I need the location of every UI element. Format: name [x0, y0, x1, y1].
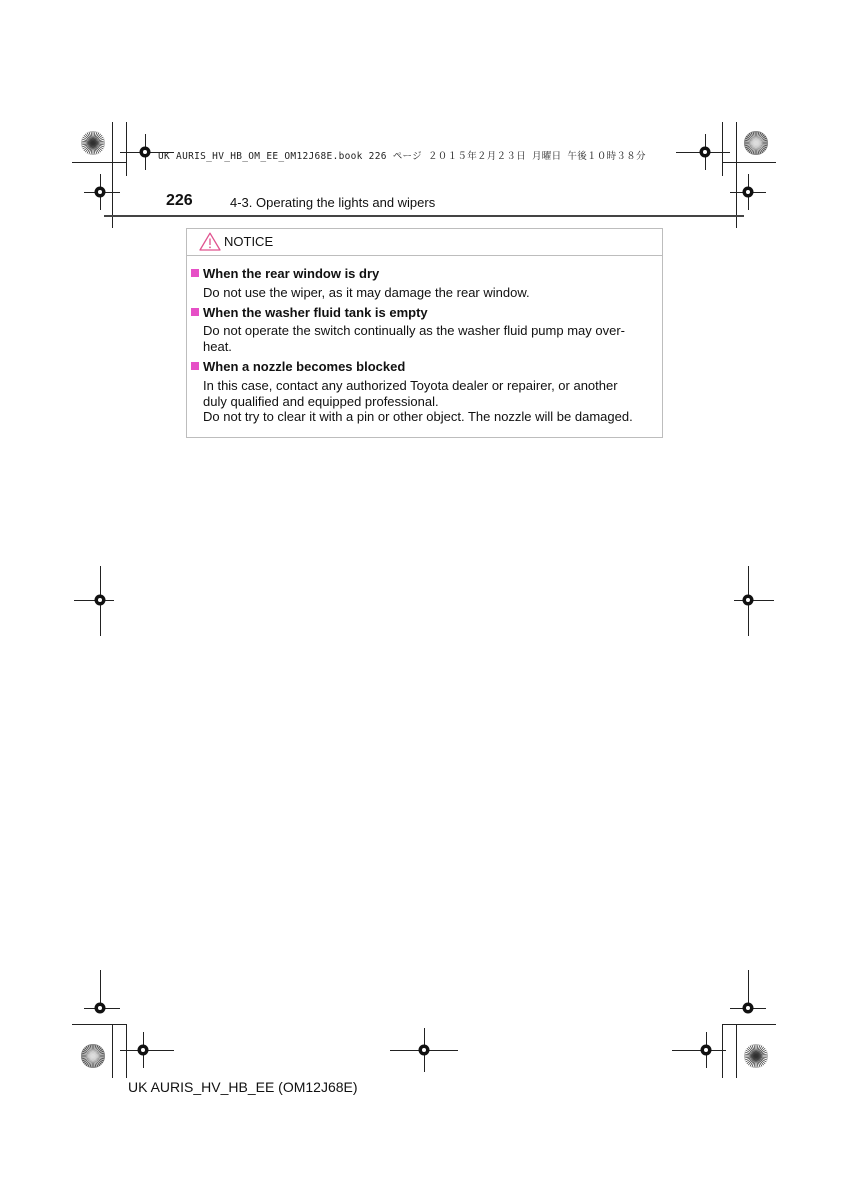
crop-line: [72, 1024, 126, 1025]
starburst-mark: [743, 1041, 769, 1071]
header-rule: [104, 215, 744, 217]
footer-model-code: UK AURIS_HV_HB_EE (OM12J68E): [128, 1079, 358, 1095]
notice-header: [187, 229, 662, 256]
crop-line: [72, 162, 126, 163]
starburst-mark: [743, 128, 769, 158]
section-title: 4-3. Operating the lights and wipers: [230, 195, 436, 210]
crop-line: [736, 122, 737, 228]
crop-line: [722, 122, 723, 176]
starburst-mark: [80, 128, 106, 158]
crop-line: [736, 1024, 737, 1078]
registration-target-icon: [92, 184, 108, 200]
registration-target-icon: [135, 1042, 151, 1058]
registration-target-icon: [697, 144, 713, 160]
notice-item-body: In this case, contact any authorized Toyota dealer or repairer, or another duly qualified and equipped professional. Do not try to clear it with a pin or other object. The nozzle will be damaged.: [203, 378, 633, 424]
warning-triangle-icon: [199, 232, 221, 251]
crop-line: [126, 1024, 127, 1078]
registration-target-icon: [137, 144, 153, 160]
bullet-square-icon: [191, 269, 199, 277]
registration-target-icon: [416, 1042, 432, 1058]
registration-target-icon: [740, 184, 756, 200]
crop-line: [126, 122, 127, 176]
bullet-square-icon: [191, 362, 199, 370]
crop-line: [112, 1024, 113, 1078]
notice-item-heading: When a nozzle becomes blocked: [191, 359, 405, 374]
print-file-header: UK AURIS_HV_HB_OM_EE_OM12J68E.book 226 ページ ２０１５年２月２３日 月曜日 午後１０時３８分: [158, 151, 646, 162]
notice-item-body: Do not operate the switch continually as the washer fluid pump may over- heat.: [203, 323, 625, 354]
notice-title: NOTICE: [224, 234, 274, 249]
registration-target-icon: [92, 592, 108, 608]
notice-item-heading: When the rear window is dry: [191, 266, 379, 281]
crop-line: [722, 1024, 776, 1025]
starburst-mark: [80, 1041, 106, 1071]
crop-line: [722, 162, 776, 163]
crop-line: [722, 1024, 723, 1078]
registration-target-icon: [740, 1000, 756, 1016]
registration-target-icon: [92, 1000, 108, 1016]
notice-item-heading: When the washer fluid tank is empty: [191, 305, 428, 320]
registration-target-icon: [698, 1042, 714, 1058]
notice-item-body: Do not use the wiper, as it may damage the rear window.: [203, 285, 530, 300]
page-number: 226: [166, 192, 193, 209]
registration-target-icon: [740, 592, 756, 608]
notice-box: [186, 228, 663, 438]
crop-line: [112, 122, 113, 228]
bullet-square-icon: [191, 308, 199, 316]
